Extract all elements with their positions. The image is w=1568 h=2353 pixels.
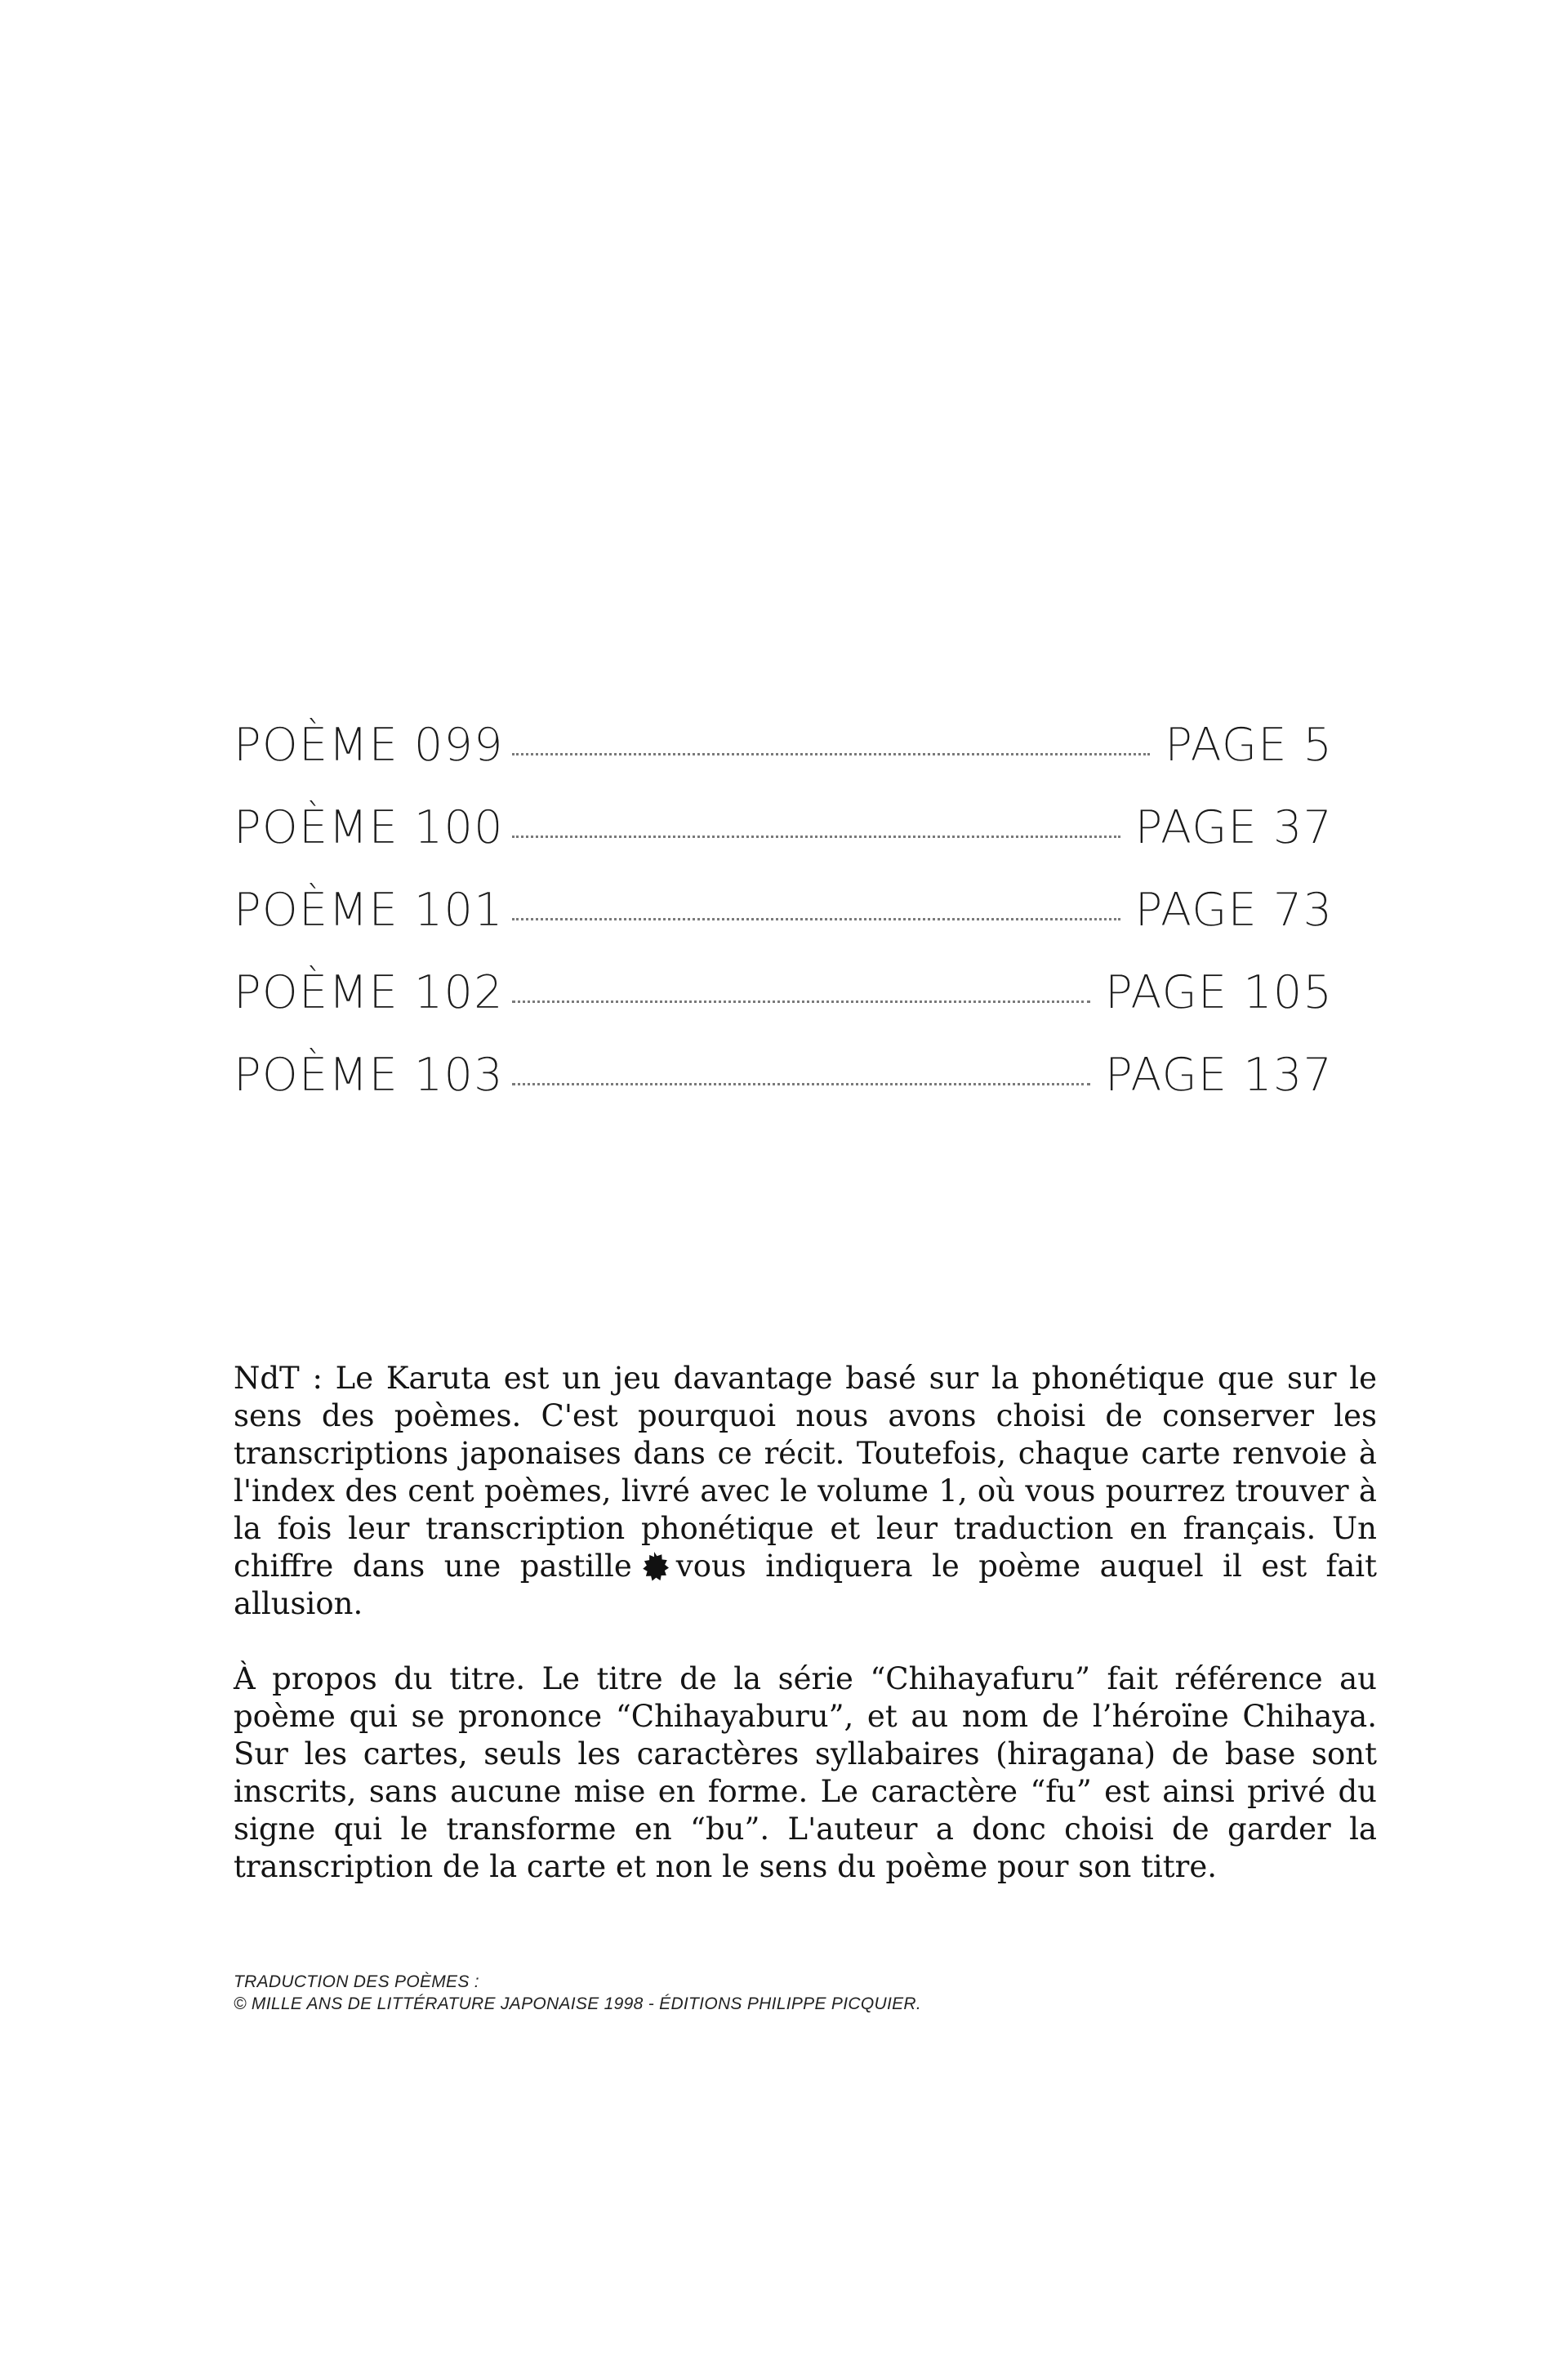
note-text: vous indiquera le poème auquel il est fait allusion. (234, 1549, 1378, 1621)
table-of-contents (234, 719, 1333, 1131)
toc-entry-title: POÈME 099 (234, 719, 504, 772)
toc-entry-title: POÈME 102 (234, 966, 504, 1019)
toc-entry-title: POÈME 100 (234, 801, 504, 854)
toc-entry[interactable] (234, 1049, 1333, 1131)
credits-copyright: © MILLE ANS DE LITTÉRATURE JAPONAISE 1998 - ÉDITIONS PHILIPPE PICQUIER. (234, 1994, 921, 2013)
translation-credits (234, 1971, 921, 2015)
dot-leader (512, 918, 1120, 920)
dot-leader (512, 753, 1151, 755)
toc-entry[interactable] (234, 719, 1333, 801)
dot-leader (512, 1000, 1090, 1003)
toc-entry-page: PAGE 105 (1105, 966, 1333, 1019)
toc-entry-page: PAGE 5 (1165, 719, 1333, 772)
toc-entry[interactable] (234, 966, 1333, 1049)
note-text: NdT : Le Karuta est un jeu davantage basé sur la phonétique que sur le sens des poèmes. C'est pourquoi nous avons choisi de conserver les transcriptions japonaises dans ce récit. Toutefois, chaque carte renvoie à l'index des cent poèmes, livré avec le volume 1, où vous pourrez trouver à la fois leur transcription phonétique et leur traduction en français. Un chiffre dans une pastille (234, 1361, 1377, 1584)
toc-entry[interactable] (234, 801, 1333, 884)
pastille-icon (639, 1551, 670, 1582)
toc-entry[interactable] (234, 884, 1333, 966)
dot-leader (512, 1083, 1090, 1085)
note-paragraph-karuta (234, 1360, 1377, 1623)
toc-entry-title: POÈME 101 (234, 884, 504, 937)
credits-heading: TRADUCTION DES POÈMES : (234, 1972, 479, 1991)
toc-entry-page: PAGE 37 (1134, 801, 1333, 854)
toc-entry-page: PAGE 137 (1105, 1049, 1333, 1102)
toc-entry-title: POÈME 103 (234, 1049, 504, 1102)
note-paragraph-title: À propos du titre. Le titre de la série “Chihayafuru” fait référence au poème qui se prononce “Chihayaburu”, et au nom de l’héroïne Chihaya. Sur les cartes, seuls les caractères syllabaires (hiragana) de base sont inscrits, sans aucune mise en forme. Le caractère “fu” est ainsi privé du signe qui le transforme en “bu”. L'auteur a donc choisi de garder la transcription de la carte et non le sens du poème pour son titre. (234, 1661, 1377, 1884)
dot-leader (512, 836, 1120, 838)
translator-note (234, 1360, 1377, 1923)
toc-entry-page: PAGE 73 (1134, 884, 1333, 937)
